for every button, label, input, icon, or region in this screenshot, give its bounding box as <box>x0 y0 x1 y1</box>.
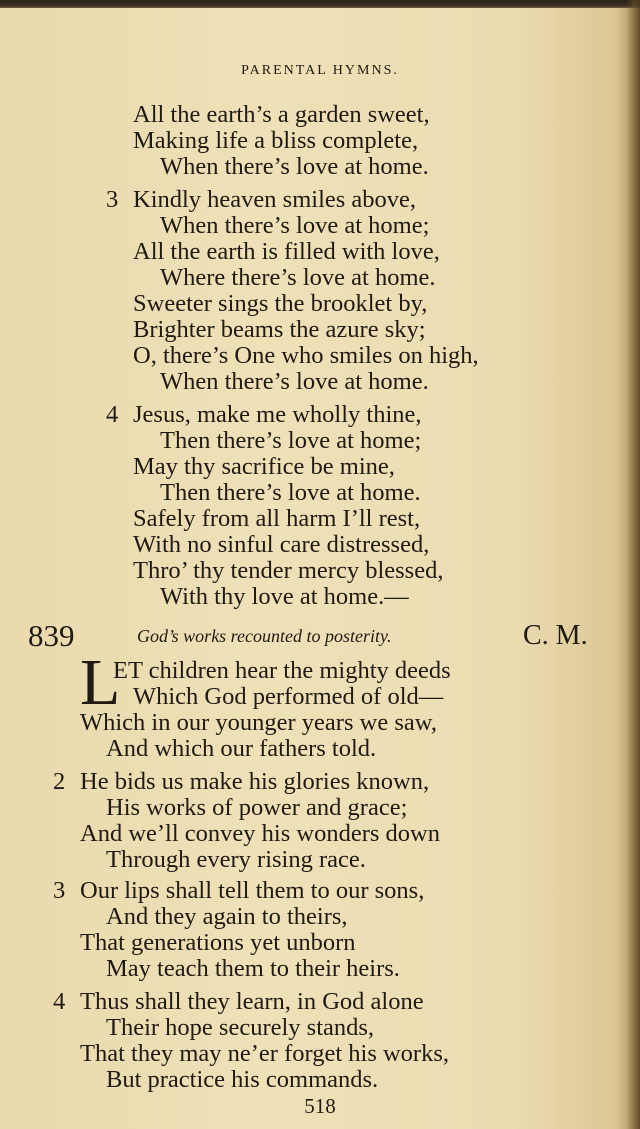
hymn-line: Brighter beams the azure sky; <box>133 316 426 343</box>
hymn-line: When there’s love at home. <box>160 368 429 395</box>
hymn-line: Our lips shall tell them to our sons, <box>80 877 425 904</box>
hymn-line: That generations yet unborn <box>80 929 356 956</box>
hymn-line: All the earth’s a garden sweet, <box>133 101 430 128</box>
hymn-line: And they again to theirs, <box>106 903 348 930</box>
hymn-line: O, there’s One who smiles on high, <box>133 342 479 369</box>
hymn-line: ET children hear the mighty deeds <box>113 657 451 684</box>
hymn-line: Kindly heaven smiles above, <box>133 186 417 213</box>
hymn-number: 839 <box>28 618 75 653</box>
hymn-line: With thy love at home.— <box>160 583 409 610</box>
hymn-line: Their hope securely stands, <box>106 1014 375 1041</box>
hymn-line: His works of power and grace; <box>106 794 408 821</box>
hymn-line: Which in our younger years we saw, <box>80 709 437 736</box>
hymn-line: Where there’s love at home. <box>160 264 436 291</box>
hymn-line: When there’s love at home; <box>160 212 430 239</box>
hymn-line: May teach them to their heirs. <box>106 955 400 982</box>
hymn-subtitle: God’s works recounted to posterity. <box>137 626 392 646</box>
hymn-line: May thy sacrifice be mine, <box>133 453 395 480</box>
drop-cap: L <box>80 646 121 719</box>
hymn-line: Sweeter sings the brooklet by, <box>133 290 428 317</box>
verse-number: 4 <box>53 988 66 1015</box>
top-edge-shadow <box>0 0 640 8</box>
hymn-line: When there’s love at home. <box>160 153 429 180</box>
hymn-line: Making life a bliss complete, <box>133 127 419 154</box>
hymn-line: And we’ll convey his wonders down <box>80 820 440 847</box>
hymn-line: Through every rising race. <box>106 846 366 873</box>
hymn-meter: C. M. <box>523 620 588 651</box>
hymn-line: That they may ne’er forget his works, <box>80 1040 449 1067</box>
hymn-line: Thro’ thy tender mercy blessed, <box>133 557 444 584</box>
verse-number: 3 <box>106 186 119 213</box>
hymn-line: All the earth is filled with love, <box>133 238 440 265</box>
hymn-line: Which God performed of old— <box>133 683 444 710</box>
page-gutter-shadow <box>626 0 640 1129</box>
hymn-line: But practice his commands. <box>106 1066 379 1093</box>
hymn-line: Thus shall they learn, in God alone <box>80 988 424 1015</box>
page-number: 518 <box>304 1094 336 1118</box>
hymn-line: He bids us make his glories known, <box>80 768 430 795</box>
running-header: PARENTAL HYMNS. <box>241 63 399 78</box>
verse-number: 3 <box>53 877 66 904</box>
hymn-line: With no sinful care distressed, <box>133 531 430 558</box>
hymn-line: Then there’s love at home. <box>160 479 421 506</box>
hymn-line: And which our fathers told. <box>106 735 377 762</box>
verse-number: 2 <box>53 768 66 795</box>
hymn-line: Then there’s love at home; <box>160 427 422 454</box>
hymn-line: Jesus, make me wholly thine, <box>133 401 422 428</box>
verse-number: 4 <box>106 401 119 428</box>
hymn-line: Safely from all harm I’ll rest, <box>133 505 421 532</box>
